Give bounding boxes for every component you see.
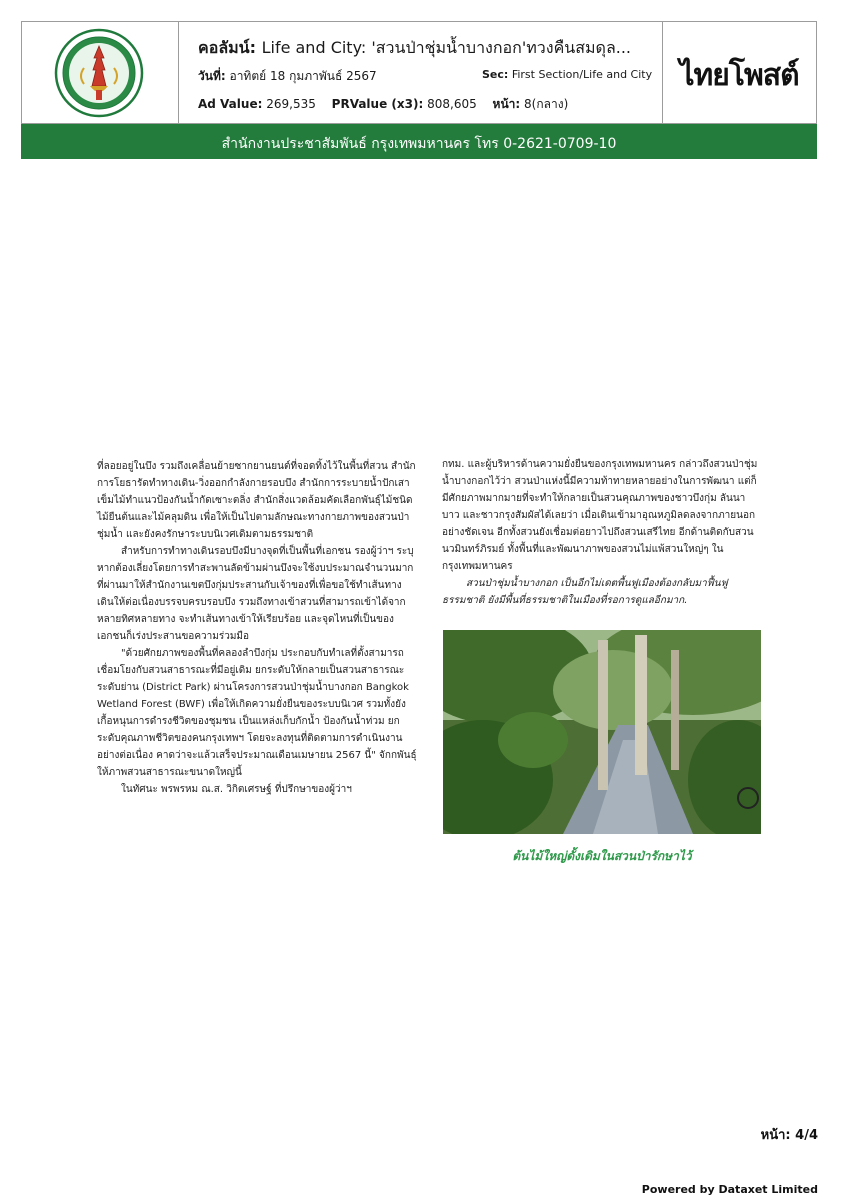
article-left-column [97, 458, 417, 798]
article-paragraph: "ด้วยศักยภาพของพื้นที่คลองลำบึงกุ่ม ประกอบกับทำเลที่ตั้งสามารถเชื่อมโยงกับสวนสาธารณะที่มีอยู่เดิม ยกระดับให้กลายเป็นสวนสาธารณะระดับย่าน (District Park) ผ่านโครงการสวนป่าชุ่มน้ำบางกอก Bangkok Wetland Forest (BWF) เพื่อให้เกิดความยั่งยืนของระบบนิเวศ รวมทั้งยังเกื้อหนุนการดำรงชีวิตของชุมชน เป็นแหล่งเก็บกักน้ำ ป้องกันน้ำท่วม ยกระดับคุณภาพชีวิตของคนกรุงเทพฯ โดยจะลงทุนที่ติดตามการดำเนินงานอย่างต่อเนื่อง คาดว่าจะแล้วเสร็จประมาณเดือนเมษายน 2567 นี้" จักกพันธุ์ให้ภาพสวนสาธารณะขนาดใหญ่นี้ [97, 648, 417, 778]
page-value: 8(กลาง) [524, 97, 569, 111]
column-title [198, 36, 658, 61]
bangkok-city-seal-icon [54, 28, 144, 118]
photo-caption: ต้นไม้ใหญ่ดั้งเดิมในสวนป่ารักษาไว้ [512, 849, 692, 863]
clipping-header [21, 21, 817, 124]
date-line [198, 67, 377, 86]
value-line [198, 95, 568, 114]
pr-value-label: PRValue (x3): [331, 97, 424, 111]
article-right-column [442, 456, 762, 609]
date-label: วันที่: [198, 69, 226, 83]
banner-text: สำนักงานประชาสัมพันธ์ กรุงเทพมหานคร โทร 0-2621-0709-10 [221, 136, 617, 152]
newspaper-logo: ไทยโพสต์ [679, 58, 799, 93]
section-value: First Section/Life and City [511, 68, 653, 81]
article-paragraph: สำหรับการทำทางเดินรอบบึงมีบางจุดที่เป็นพื้นที่เอกชน รองผู้ว่าฯ ระบุหากต้องเลี่ยงโดยการทำสะพานลัดข้ามผ่านบึงจะใช้งบประมาณจำนวนมาก ที่ผ่านมาให้สำนักงานเขตบึงกุ่มประสานกับเจ้าของที่เพื่อขอใช้ทำเส้นทางเดินให้ต่อเนื่องบรรจบครบรอบบึง รวมถึงทางเข้าสวนที่สามารถเข้าได้จากหลายทิศหลายทาง จะทำเส้นทางเข้าให้เรียบร้อย และจุดไหนที่เป็นของเอกชนก็เร่งประสานขอความร่วมมือ [97, 546, 414, 642]
pr-value: 808,605 [427, 97, 477, 111]
powered-by-credit: Powered by Dataxet Limited [641, 1183, 818, 1196]
date-value: อาทิตย์ 18 กุมภาพันธ์ 2567 [229, 69, 377, 83]
article-paragraph: สวนป่าชุ่มน้ำบางกอก เป็นอีกไม่เดตพื้นฟูเมืองต้องกลับมาฟื้นฟูธรรมชาติ ยังมีพื้นที่ธรรมชาติในเมืองที่รอการดูแลอีกมาก. [442, 578, 728, 606]
page-label: หน้า: [492, 97, 521, 111]
section-label: Sec: [482, 68, 509, 81]
column-value: Life and City: 'สวนป่าชุ่มน้ำบางกอก'ทวงคืนสมดุล... [261, 38, 631, 57]
ad-value: 269,535 [266, 97, 316, 111]
column-label: คอลัมน์: [198, 38, 256, 57]
park-trees-path-photo-icon [443, 630, 761, 834]
article-paragraph: ที่ลอยอยู่ในบึง รวมถึงเคลื่อนย้ายซากยานยนต์ที่จอดทิ้งไว้ในพื้นที่สวน สำนักการโยธารัดทำทางเดิน-วิ่งออกกำลังกายรอบบึง สำนักการระบายน้ำปักเสาเข็มไม้ทำแนวป้องกันน้ำกัดเซาะตลิ่ง สำนักสิ่งแวดล้อมคัดเลือกพันธุ์ไม้ชนิดไม้ยืนต้นและไม้คลุมดิน เพื่อให้เป็นไปตามลักษณะทางกายภาพของสวนป่าชุ่มน้ำ และยังคงรักษาระบบนิเวศเดิมตามธรรมชาติ [97, 461, 416, 540]
clipping-meta [178, 22, 663, 123]
pr-office-banner [21, 124, 817, 159]
ad-value-label: Ad Value: [198, 97, 263, 111]
brand-cell [662, 22, 816, 123]
section-line [482, 68, 662, 81]
article-paragraph: ในทัศนะ พรพรหม ณ.ส. วิกิตเศรษฐ์ ที่ปรึกษาของผู้ว่าฯ [121, 784, 352, 795]
article-paragraph: กทม. และผู้บริหารด้านความยั่งยืนของกรุงเทพมหานคร กล่าวถึงสวนป่าชุ่มน้ำบางกอกไว้ว่า สวนป่าแห่งนี้มีความท้าทายหลายอย่างในการพัฒนา แต่ก็มีศักยภาพมากมายที่จะทำให้กลายเป็นสวนคุณภาพของชาวบึงกุ่ม ลันนาบาว และชาวกรุงสัมผัสได้เลยว่า เมื่อเดินเข้ามาอุณหภูมิลดลงจากภายนอกอย่างชัดเจน อีกทั้งสวนยังเชื่อมต่อยาวไปถึงสวนเสรีไทย อีกด้านติดกับสวนนวมินทร์ภิรมย์ ทั้งพื้นที่และพัฒนาภาพของสวนไม่แพ้สวนใหญ่ๆ ในกรุงเทพมหานคร [442, 459, 758, 572]
page-number: หน้า: 4/4 [760, 1128, 818, 1143]
logo-cell [22, 22, 179, 123]
